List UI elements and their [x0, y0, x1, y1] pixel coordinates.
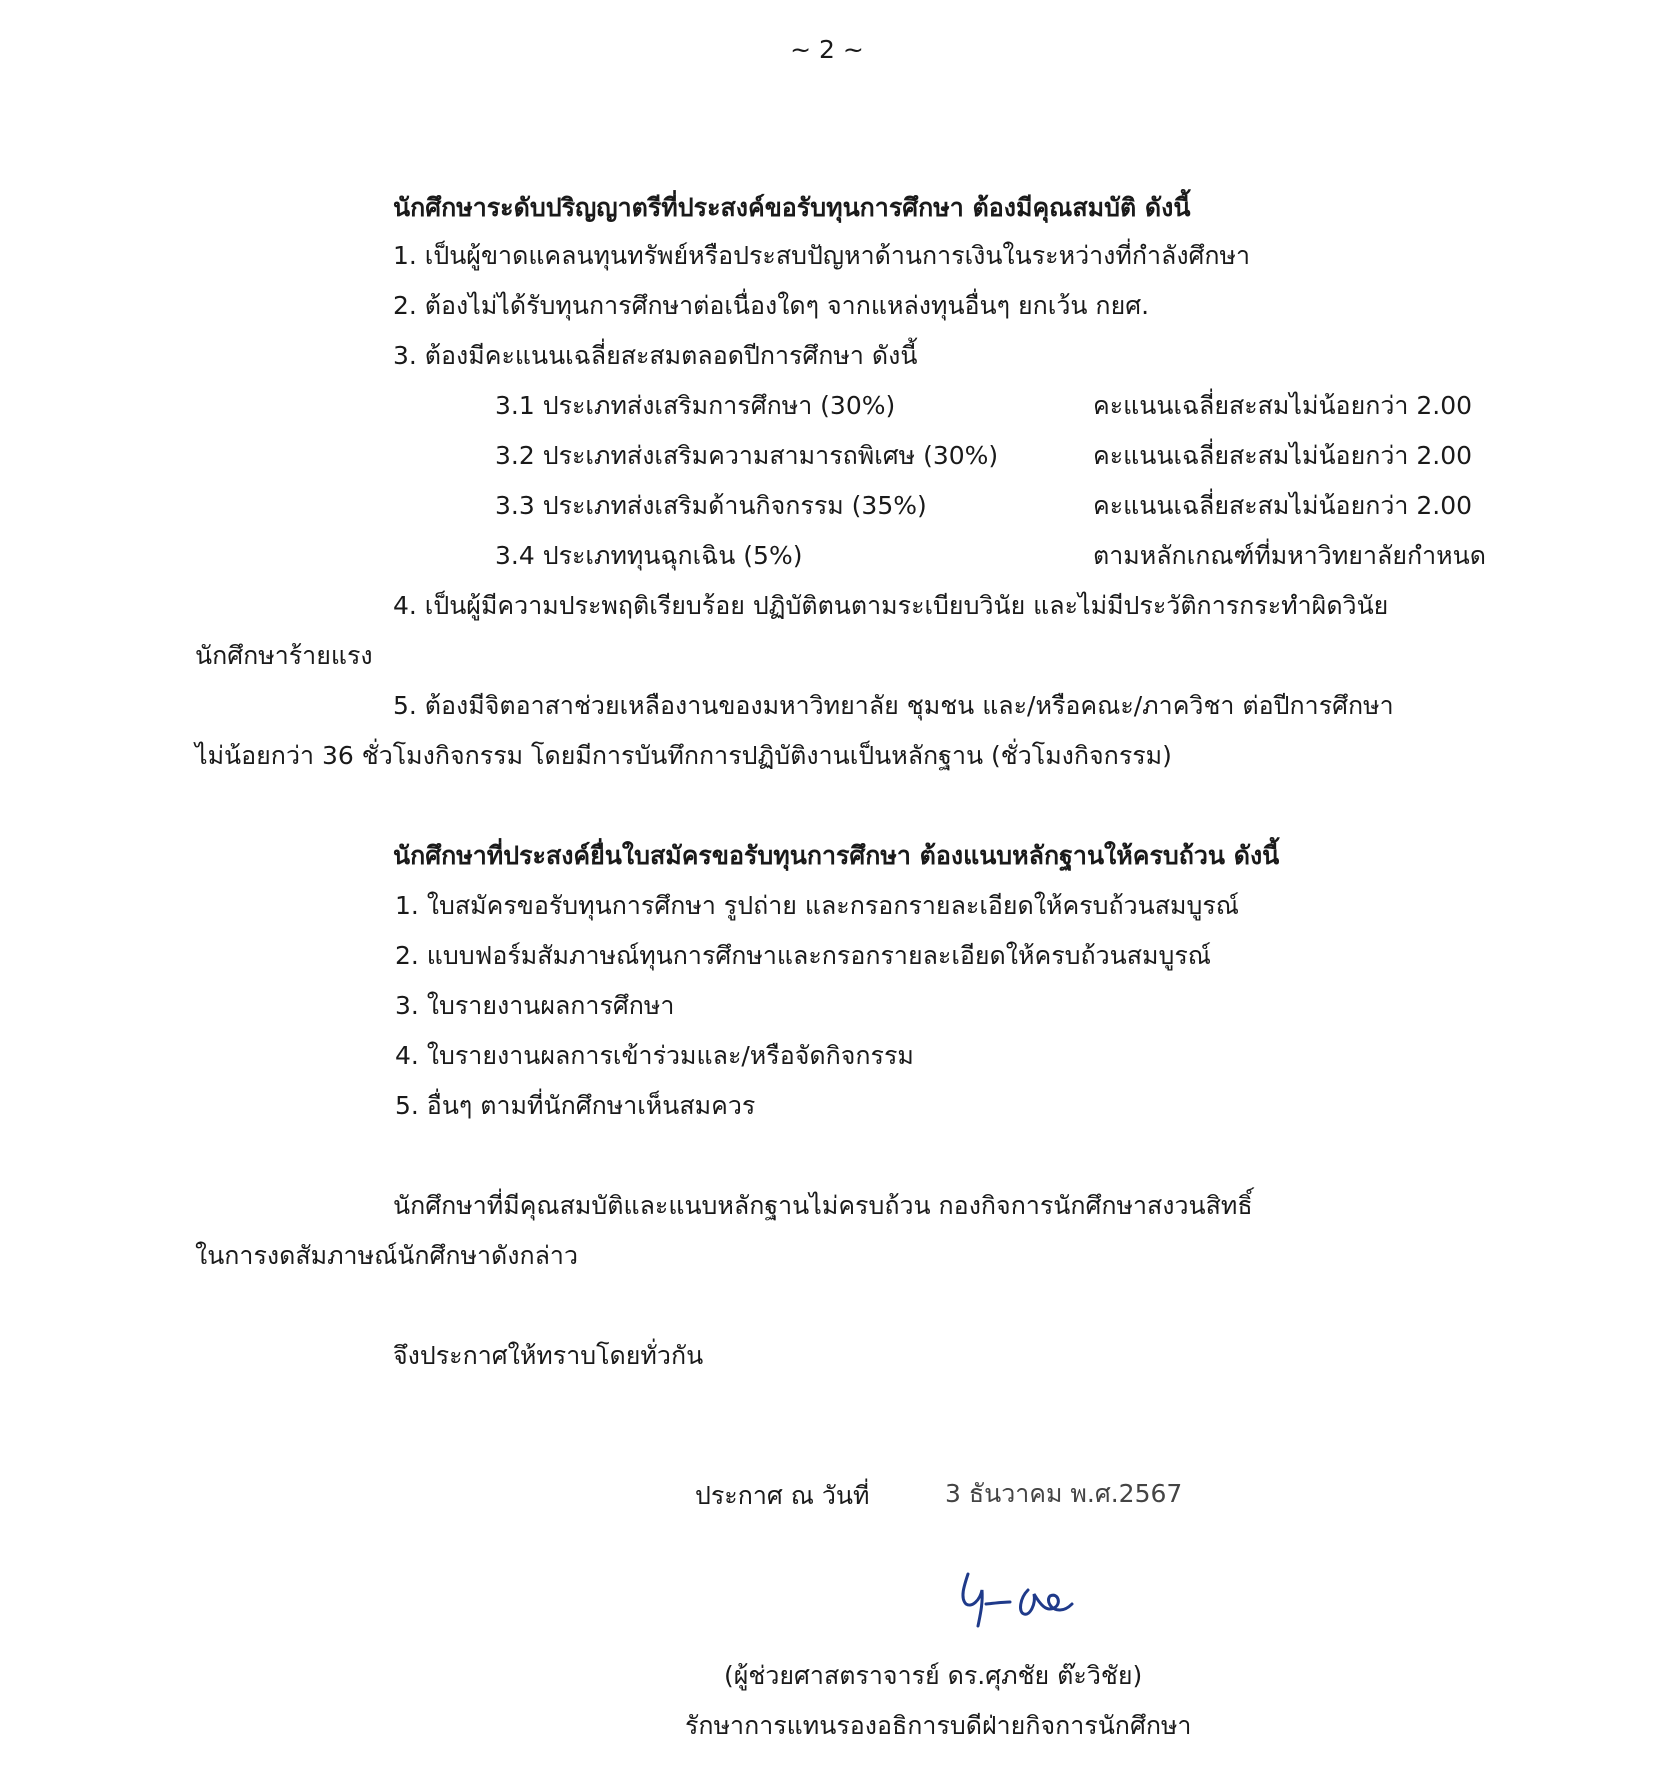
closing-text: จึงประกาศให้ทราบโดยทั่วกัน — [393, 1341, 704, 1370]
document-item: 3. ใบรายงานผลการศึกษา — [395, 991, 675, 1020]
qualification-item-2: 2. ต้องไม่ได้รับทุนการศึกษาต่อเนื่องใดๆ จากแหล่งทุนอื่นๆ ยกเว้น กยศ. — [393, 291, 1150, 320]
signer-title: รักษาการแทนรองอธิการบดีฝ่ายกิจการนักศึกษา — [685, 1711, 1192, 1740]
note-text-continued: ในการงดสัมภาษณ์นักศึกษาดังกล่าว — [195, 1241, 578, 1270]
document-item: 2. แบบฟอร์มสัมภาษณ์ทุนการศึกษาและกรอกรายละเอียดให้ครบถ้วนสมบูรณ์ — [395, 941, 1211, 970]
sub-item-label: 3.4 ประเภททุนฉุกเฉิน (5%) — [495, 541, 803, 570]
announce-label: ประกาศ ณ วันที่ — [695, 1481, 870, 1510]
qualification-item-5: 5. ต้องมีจิตอาสาช่วยเหลืองานของมหาวิทยาลัย ชุมชน และ/หรือคณะ/ภาควิชา ต่อปีการศึกษา — [393, 691, 1394, 720]
qualification-item-4-continued: นักศึกษาร้ายแรง — [195, 641, 373, 670]
document-item: 4. ใบรายงานผลการเข้าร่วมและ/หรือจัดกิจกรรม — [395, 1041, 914, 1070]
sub-item-requirement: คะแนนเฉลี่ยสะสมไม่น้อยกว่า 2.00 — [1093, 441, 1473, 470]
sub-item-label: 3.3 ประเภทส่งเสริมด้านกิจกรรม (35%) — [495, 491, 927, 520]
signature-image — [950, 1560, 1090, 1632]
sub-item-label: 3.2 ประเภทส่งเสริมความสามารถพิเศษ (30%) — [495, 441, 999, 470]
qualification-item-4: 4. เป็นผู้มีความประพฤติเรียบร้อย ปฏิบัติตนตามระเบียบวินัย และไม่มีประวัติการกระทำผิดวินัย — [393, 591, 1389, 620]
signer-name: (ผู้ช่วยศาสตราจารย์ ดร.ศุภชัย ต๊ะวิชัย) — [724, 1661, 1143, 1690]
sub-item-requirement: คะแนนเฉลี่ยสะสมไม่น้อยกว่า 2.00 — [1093, 491, 1473, 520]
qualification-item-3: 3. ต้องมีคะแนนเฉลี่ยสะสมตลอดปีการศึกษา ดังนี้ — [393, 341, 918, 370]
page-number: ~ 2 ~ — [790, 35, 864, 64]
qualification-item-1: 1. เป็นผู้ขาดแคลนทุนทรัพย์หรือประสบปัญหาด้านการเงินในระหว่างที่กำลังศึกษา — [393, 241, 1251, 270]
sub-item-requirement: คะแนนเฉลี่ยสะสมไม่น้อยกว่า 2.00 — [1093, 391, 1473, 420]
qualifications-heading: นักศึกษาระดับปริญญาตรีที่ประสงค์ขอรับทุนการศึกษา ต้องมีคุณสมบัติ ดังนี้ — [393, 193, 1191, 222]
document-item: 5. อื่นๆ ตามที่นักศึกษาเห็นสมควร — [395, 1091, 756, 1120]
sub-item-label: 3.1 ประเภทส่งเสริมการศึกษา (30%) — [495, 391, 896, 420]
qualification-item-5-continued: ไม่น้อยกว่า 36 ชั่วโมงกิจกรรม โดยมีการบันทึกการปฏิบัติงานเป็นหลักฐาน (ชั่วโมงกิจกรรม) — [195, 741, 1172, 770]
document-item: 1. ใบสมัครขอรับทุนการศึกษา รูปถ่าย และกรอกรายละเอียดให้ครบถ้วนสมบูรณ์ — [395, 891, 1239, 920]
note-text: นักศึกษาที่มีคุณสมบัติและแนบหลักฐานไม่ครบถ้วน กองกิจการนักศึกษาสงวนสิทธิ์ — [393, 1191, 1253, 1220]
announce-date: 3 ธันวาคม พ.ศ.2567 — [945, 1479, 1183, 1508]
documents-heading: นักศึกษาที่ประสงค์ยื่นใบสมัครขอรับทุนการศึกษา ต้องแนบหลักฐานให้ครบถ้วน ดังนี้ — [393, 841, 1280, 870]
sub-item-requirement: ตามหลักเกณฑ์ที่มหาวิทยาลัยกำหนด — [1093, 541, 1486, 570]
